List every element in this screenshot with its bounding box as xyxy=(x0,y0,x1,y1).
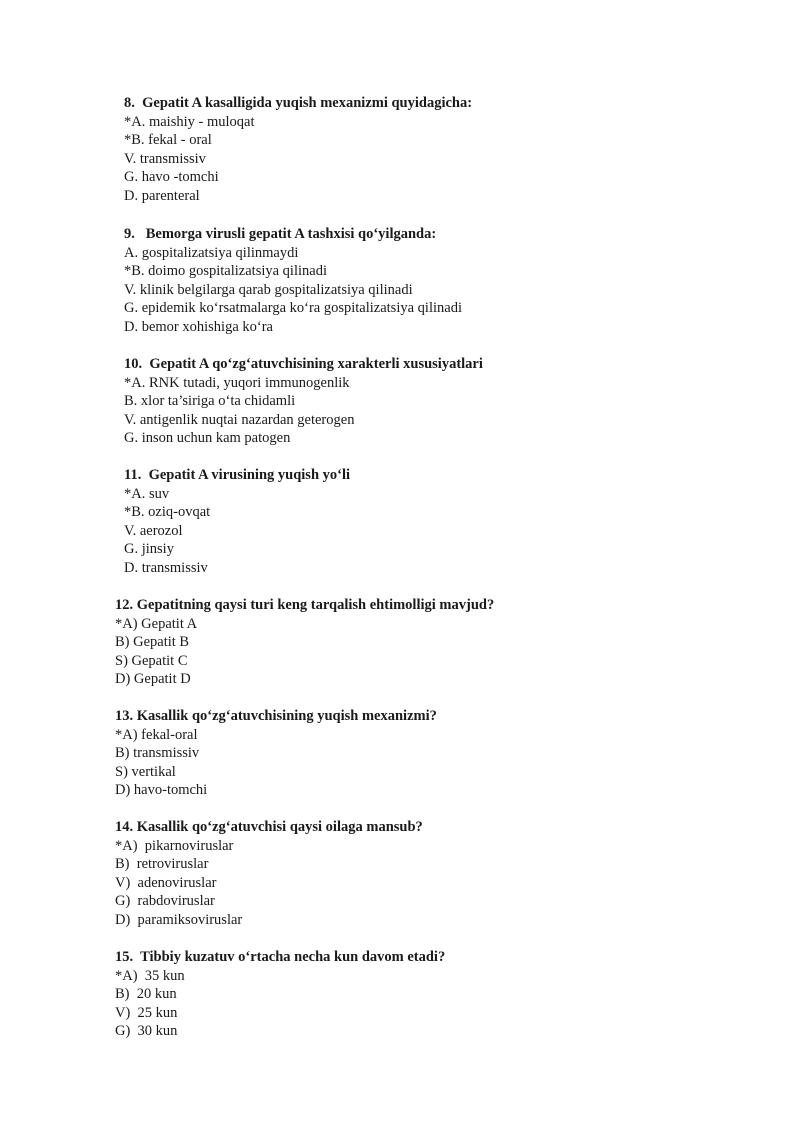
answer-option: V. klinik belgilarga qarab gospitalizatsiya qilinadi xyxy=(124,281,413,298)
question-10 xyxy=(124,355,483,448)
answer-option: B) 20 kun xyxy=(115,986,177,1003)
answer-option: *A) pikarnoviruslar xyxy=(115,837,234,854)
answer-option: G) rabdoviruslar xyxy=(115,893,215,910)
answer-option: G. havo -tomchi xyxy=(124,169,219,186)
answer-option: D. parenteral xyxy=(124,187,200,204)
question-title: 12. Gepatitning qaysi turi keng tarqalish ehtimolligi mavjud? xyxy=(115,597,495,613)
answer-option: G) 30 kun xyxy=(115,1023,178,1040)
answer-option: D) Gepatit D xyxy=(115,671,191,688)
answer-option: *A. suv xyxy=(124,485,170,502)
answer-option: *A. maishiy - muloqat xyxy=(124,113,255,130)
answer-option: V. antigenlik nuqtai nazardan geterogen xyxy=(124,411,355,428)
question-title: 14. Kasallik qo‘zg‘atuvchisi qaysi oilaga mansub? xyxy=(115,819,423,835)
question-9 xyxy=(124,225,462,337)
question-11 xyxy=(124,466,350,578)
answer-option: S) Gepatit C xyxy=(115,652,188,669)
answer-option: D. bemor xohishiga ko‘ra xyxy=(124,318,273,335)
answer-option: G. epidemik ko‘rsatmalarga ko‘ra gospitalizatsiya qilinadi xyxy=(124,300,462,317)
answer-option: V) 25 kun xyxy=(115,1004,178,1021)
question-title: 11. Gepatit A virusining yuqish yo‘li xyxy=(124,467,351,483)
answer-option: *B. fekal - oral xyxy=(124,132,212,149)
answer-option: B) retroviruslar xyxy=(115,856,209,873)
answer-option: A. gospitalizatsiya qilinmaydi xyxy=(124,244,299,261)
answer-option: *B. doimo gospitalizatsiya qilinadi xyxy=(124,263,327,280)
answer-option: V. aerozol xyxy=(124,522,183,539)
question-14 xyxy=(115,818,423,930)
question-title: 15. Tibbiy kuzatuv o‘rtacha necha kun davom etadi? xyxy=(115,949,446,965)
question-15 xyxy=(115,948,445,1041)
answer-option: D) paramiksoviruslar xyxy=(115,911,243,928)
answer-option: *A) fekal-oral xyxy=(115,726,198,743)
answer-option: B. xlor ta’siriga o‘ta chidamli xyxy=(124,393,296,410)
answer-option: *A. RNK tutadi, yuqori immunogenlik xyxy=(124,374,350,391)
question-title: 13. Kasallik qo‘zg‘atuvchisining yuqish mexanizmi? xyxy=(115,708,437,724)
answer-option: G. jinsiy xyxy=(124,541,174,558)
question-8 xyxy=(124,94,472,206)
answer-option: D. transmissiv xyxy=(124,559,208,576)
question-title: 10. Gepatit A qo‘zg‘atuvchisining xarakterli xususiyatlari xyxy=(124,356,483,372)
question-12 xyxy=(115,596,494,689)
answer-option: V) adenoviruslar xyxy=(115,874,217,891)
question-13 xyxy=(115,707,437,800)
answer-option: G. inson uchun kam patogen xyxy=(124,430,291,447)
answer-option: *A) Gepatit A xyxy=(115,615,198,632)
answer-option: B) transmissiv xyxy=(115,745,200,762)
answer-option: S) vertikal xyxy=(115,763,176,780)
answer-option: *B. oziq-ovqat xyxy=(124,504,211,521)
question-title: 8. Gepatit A kasalligida yuqish mexanizmi quyidagicha: xyxy=(124,95,473,111)
answer-option: *A) 35 kun xyxy=(115,967,185,984)
answer-option: D) havo-tomchi xyxy=(115,782,208,799)
question-title: 9. Bemorga virusli gepatit A tashxisi qo‘yilganda: xyxy=(124,226,437,242)
answer-option: B) Gepatit B xyxy=(115,634,190,651)
answer-option: V. transmissiv xyxy=(124,150,206,167)
